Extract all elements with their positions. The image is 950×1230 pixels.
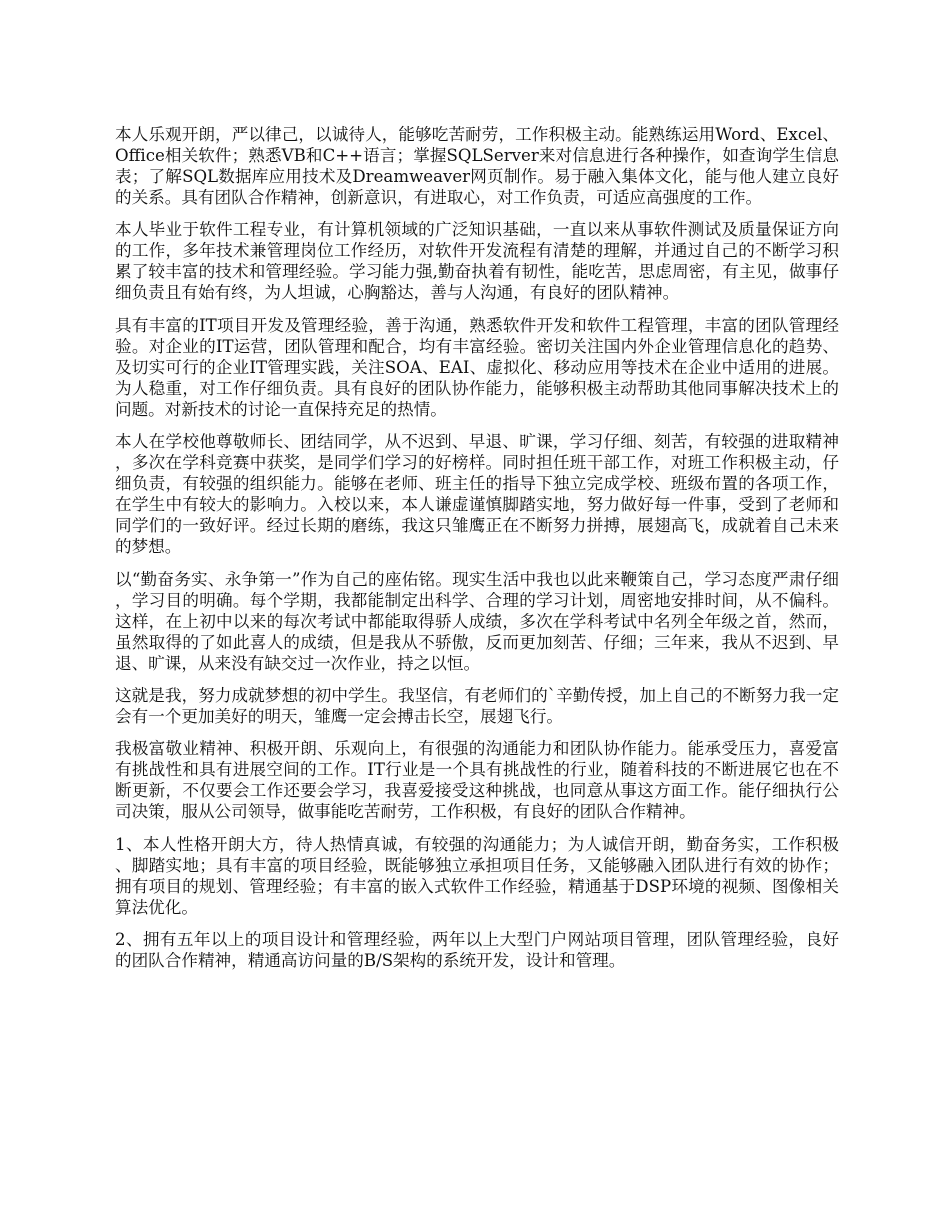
document-body	[115, 124, 839, 983]
paragraph-school-performance: 本人在学校他尊敬师长、团结同学，从不迟到、早退、旷课，学习仔细、刻苦，有较强的进取精神，多次在学科竞赛中获奖，是同学们学习的好榜样。同时担任班干部工作，对班工作积极主动，仔细负责，有较强的组织能力。能够在老师、班主任的指导下独立完成学校、班级布置的各项工作，在学生中有较大的影响力。入校以来，本人谦虚谨慎脚踏实地，努力做好每一件事，受到了老师和同学们的一致好评。经过长期的磨练，我这只雏鹰正在不断努力拼搏，展翅高飞，成就着自己未来的梦想。	[115, 432, 839, 557]
paragraph-it-experience: 具有丰富的IT项目开发及管理经验，善于沟通，熟悉软件开发和软件工程管理，丰富的团队管理经验。对企业的IT运营，团队管理和配合，均有丰富经验。密切关注国内外企业管理信息化的趋势、及切实可行的企业IT管理实践，关注SOA、EAI、虚拟化、移动应用等技术在企业中适用的进展。为人稳重，对工作仔细负责。具有良好的团队协作能力，能够积极主动帮助其他同事解决技术上的问题。对新技术的讨论一直保持充足的热情。	[115, 315, 839, 419]
paragraph-motto: 以“勤奋务实、永争第一”作为自己的座佑铭。现实生活中我也以此来鞭策自己，学习态度严肃仔细，学习目的明确。每个学期，我都能制定出科学、合理的学习计划，周密地安排时间，从不偏科。这样，在上初中以来的每次考试中都能取得骄人成绩，多次在学科考试中名列全年级之首，然而，虽然取得的了如此喜人的成绩，但是我从不骄傲，反而更加刻苦、仔细；三年来，我从不迟到、早退、旷课，从来没有缺交过一次作业，持之以恒。	[115, 569, 839, 673]
paragraph-self-intro: 本人乐观开朗，严以律己，以诚待人，能够吃苦耐劳，工作积极主动。能熟练运用Word、Excel、Office相关软件；熟悉VB和C++语言；掌握SQLServer来对信息进行各种操作，如查询学生信息表；了解SQL数据库应用技术及Dreamweaver网页制作。易于融入集体文化，能与他人建立良好的关系。具有团队合作精神，创新意识，有进取心，对工作负责，可适应高强度的工作。	[115, 125, 839, 207]
paragraph-work-attitude: 我极富敬业精神、积极开朗、乐观向上，有很强的沟通能力和团队协作能力。能承受压力，喜爱富有挑战性和具有进展空间的工作。IT行业是一个具有挑战性的行业，随着科技的不断进展它也在不断更新，不仅要会工作还要会学习，我喜爱接受这种挑战，也同意从事这方面工作。能仔细执行公司决策，服从公司领导，做事能吃苦耐劳，工作积极，有良好的团队合作精神。	[115, 739, 839, 822]
paragraph-point-1: 1、本人性格开朗大方，待人热情真诚，有较强的沟通能力；为人诚信开朗，勤奋务实，工作积极、脚踏实地；具有丰富的项目经验，既能够独立承担项目任务，又能够融入团队进行有效的协作；拥有项目的规划、管理经验；有丰富的嵌入式软件工作经验，精通基于DSP环境的视频、图像相关算法优化。	[115, 834, 839, 917]
paragraph-education-background: 本人毕业于软件工程专业，有计算机领域的广泛知识基础，一直以来从事软件测试及质量保证方向的工作，多年技术兼管理岗位工作经历，对软件开发流程有清楚的理解，并通过自己的不断学习积累了较丰富的技术和管理经验。学习能力强,勤奋执着有韧性，能吃苦，思虑周密，有主见，做事仔细负责且有始有终，为人坦诚，心胸豁达，善与人沟通，有良好的团队精神。	[115, 220, 839, 303]
paragraph-point-2: 2、拥有五年以上的项目设计和管理经验，两年以上大型门户网站项目管理，团队管理经验，良好的团队合作精神，精通高访问量的B/S架构的系统开发，设计和管理。	[115, 930, 839, 971]
paragraph-dream: 这就是我，努力成就梦想的初中学生。我坚信，有老师们的`辛勤传授，加上自己的不断努力我一定会有一个更加美好的明天，雏鹰一定会搏击长空，展翅飞行。	[115, 685, 839, 726]
